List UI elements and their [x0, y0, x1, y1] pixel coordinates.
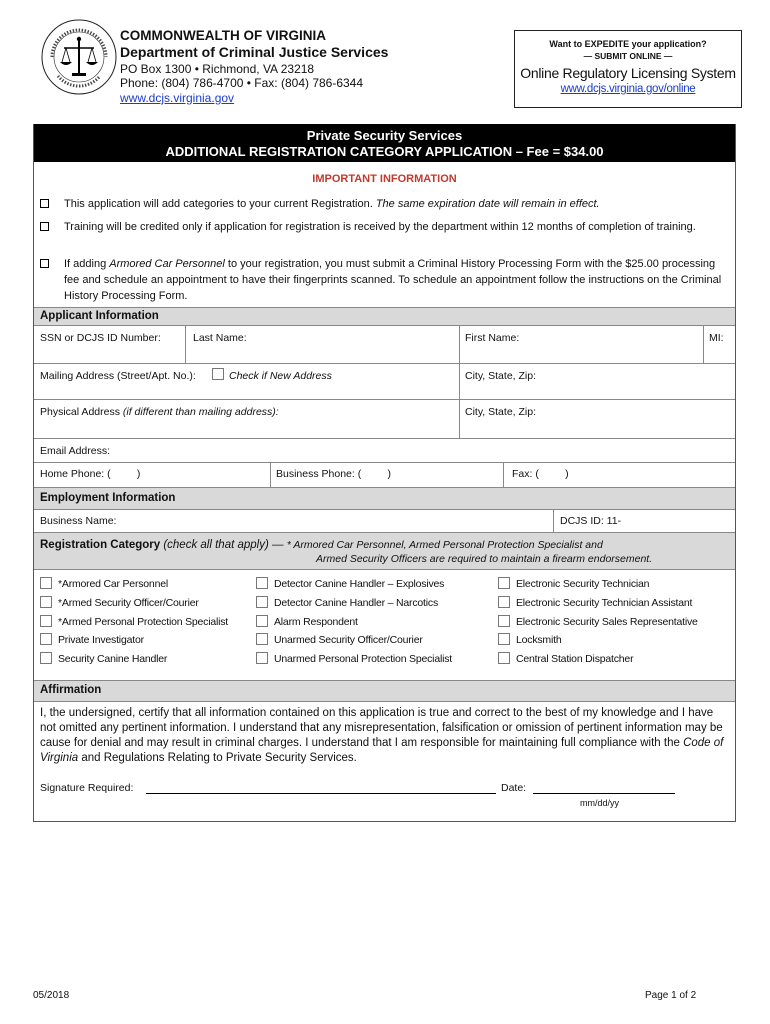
city-state-zip-label: City, State, Zip: [465, 370, 536, 382]
divider [34, 438, 735, 439]
applicant-heading: Applicant Information [40, 310, 159, 322]
online-system-name: Online Regulatory Licensing System [520, 65, 736, 81]
divider [34, 569, 735, 570]
page-number: Page 1 of 2 [645, 990, 697, 1001]
category-checkbox[interactable] [498, 633, 510, 645]
category-checkbox[interactable] [40, 652, 52, 664]
divider [34, 363, 735, 364]
physical-address-label [40, 406, 279, 418]
form-revision: 05/2018 [33, 990, 70, 1001]
employment-heading: Employment Information [40, 492, 176, 504]
date-format-hint: mm/dd/yy [580, 798, 620, 808]
signature-label: Signature Required: [40, 782, 134, 794]
category-checkbox[interactable] [40, 633, 52, 645]
divider [34, 325, 735, 326]
online-link[interactable]: www.dcjs.virginia.gov/online [560, 83, 696, 95]
category-label: Security Canine Handler [58, 653, 168, 665]
affirmation-code-ref: Code of Virginia [40, 737, 724, 764]
category-label: Electronic Security Technician Assistant [516, 597, 693, 609]
employment-section-header [34, 488, 735, 509]
category-checkbox[interactable] [40, 596, 52, 608]
form-title: Private Security Services [306, 128, 463, 143]
bullet-3-italic: Armored Car Personnel [109, 258, 225, 270]
important-heading: IMPORTANT INFORMATION [312, 173, 457, 185]
category-label: *Armed Personal Protection Specialist [58, 616, 229, 628]
affirmation-heading: Affirmation [40, 684, 102, 696]
category-checkbox[interactable] [498, 615, 510, 627]
category-label: Central Station Dispatcher [516, 653, 634, 665]
business-name-label: Business Name: [40, 515, 117, 527]
submit-online-label: — SUBMIT ONLINE — [583, 51, 673, 61]
category-label: Electronic Security Sales Representative [516, 616, 698, 628]
divider [270, 463, 271, 487]
ssn-label: SSN or DCJS ID Number: [40, 332, 161, 344]
header-block [120, 28, 388, 105]
fax-label: Fax: ( ) [512, 468, 569, 480]
bullet-3-post: to your registration, you must submit a Criminal History Processing Form with the $25.00 processing fee and schedule an appointment to have their fingerprints scanned. To schedule an appointment follow the instructions on the Criminal History Processing Form. [64, 258, 722, 302]
physical-address-text: Physical Address [40, 406, 123, 418]
expedite-box [514, 30, 742, 108]
bullet-2-text: Training will be credited only if application for registration is received by the department within 12 months of completion of training. [64, 221, 696, 233]
registration-section-header [34, 533, 735, 569]
signature-line[interactable] [146, 793, 496, 794]
category-label: Detector Canine Handler – Narcotics [274, 597, 438, 609]
category-label: Detector Canine Handler – Explosives [274, 578, 445, 590]
last-name-label: Last Name: [193, 332, 247, 344]
mailing-address: PO Box 1300 • Richmond, VA 23218 [120, 61, 315, 76]
category-checkbox[interactable] [256, 596, 268, 608]
new-address-checkbox[interactable] [212, 368, 224, 380]
date-label: Date: [501, 782, 527, 794]
dcjs-seal-logo [40, 18, 118, 96]
category-label: Alarm Respondent [274, 616, 358, 628]
category-checkbox[interactable] [498, 652, 510, 664]
city-state-zip-label: City, State, Zip: [465, 406, 536, 418]
phone-fax: Phone: (804) 786-4700 • Fax: (804) 786-6344 [120, 76, 364, 91]
mi-label: MI: [709, 332, 724, 344]
bullet-2 [40, 219, 730, 235]
category-label: *Armored Car Personnel [58, 578, 168, 590]
firearm-note-2: Armed Security Officers are required to maintain a firearm endorsement. [316, 553, 653, 565]
physical-address-note: (if different than mailing address): [122, 406, 279, 418]
email-label: Email Address: [40, 445, 111, 457]
mailing-address-label: Mailing Address (Street/Apt. No.): [40, 370, 196, 382]
firearm-note-1: * Armored Car Personnel, Armed Personal Protection Specialist and [286, 539, 603, 551]
dept-name: Department of Criminal Justice Services [120, 44, 389, 61]
divider [34, 399, 735, 400]
new-address-label: Check if New Address [229, 370, 332, 382]
expedite-question: Want to EXPEDITE your application? [549, 39, 707, 49]
business-phone-label: Business Phone: ( ) [276, 468, 391, 480]
bullet-3-pre: If adding [64, 258, 110, 270]
category-label: Private Investigator [58, 634, 144, 646]
date-line[interactable] [533, 793, 675, 794]
divider [553, 510, 554, 532]
home-phone-label: Home Phone: ( ) [40, 468, 141, 480]
bullet-1 [40, 196, 730, 212]
affirmation-text-body: I, the undersigned, certify that all information contained on this application is true and correct to the best of my knowledge and I have not omitted any pertinent information. I understand that any misrepresentation, falsification or omission of pertinent information may be cause for denial and may result in criminal charges. I understand that I am responsible for maintaining full compliance with the [40, 707, 723, 749]
affirmation-text-end: and Regulations Relating to Private Security Services. [78, 752, 357, 764]
bullet-box-icon [40, 222, 49, 231]
website-link[interactable]: www.dcjs.virginia.gov [120, 90, 235, 105]
bullet-3 [40, 256, 730, 304]
affirmation-text [40, 706, 730, 766]
divider [185, 326, 186, 363]
dcjs-id-label: DCJS ID: 11- [560, 515, 622, 527]
org-name: COMMONWEALTH OF VIRGINIA [120, 28, 326, 43]
title-bar [34, 124, 735, 162]
category-label: Unarmed Personal Protection Specialist [274, 653, 452, 665]
category-checkbox[interactable] [498, 596, 510, 608]
category-checkbox[interactable] [256, 615, 268, 627]
category-checkbox[interactable] [40, 577, 52, 589]
divider [34, 509, 735, 510]
category-checkbox[interactable] [256, 633, 268, 645]
category-label: Electronic Security Technician [516, 578, 650, 590]
form-subtitle: ADDITIONAL REGISTRATION CATEGORY APPLICATION – Fee = $34.00 [165, 144, 604, 159]
category-checkbox[interactable] [40, 615, 52, 627]
divider [503, 463, 504, 487]
bullet-1-text: This application will add categories to your current Registration. [64, 198, 376, 210]
divider [34, 462, 735, 463]
bullet-1-italic: The same expiration date will remain in effect. [375, 198, 600, 210]
divider [703, 326, 704, 363]
check-all-note: (check all that apply) — [160, 539, 287, 551]
category-checkbox[interactable] [498, 577, 510, 589]
category-checkbox[interactable] [256, 577, 268, 589]
category-label: Unarmed Security Officer/Courier [274, 634, 423, 646]
category-checkbox[interactable] [256, 652, 268, 664]
affirmation-section-header [34, 681, 735, 701]
bullet-box-icon [40, 199, 49, 208]
divider [459, 326, 460, 438]
bullet-box-icon [40, 259, 49, 268]
category-label: Locksmith [516, 634, 562, 646]
category-label: *Armed Security Officer/Courier [58, 597, 199, 609]
applicant-section-header [34, 308, 735, 325]
registration-heading: Registration Category [40, 539, 161, 551]
divider [34, 701, 735, 702]
first-name-label: First Name: [465, 332, 520, 344]
